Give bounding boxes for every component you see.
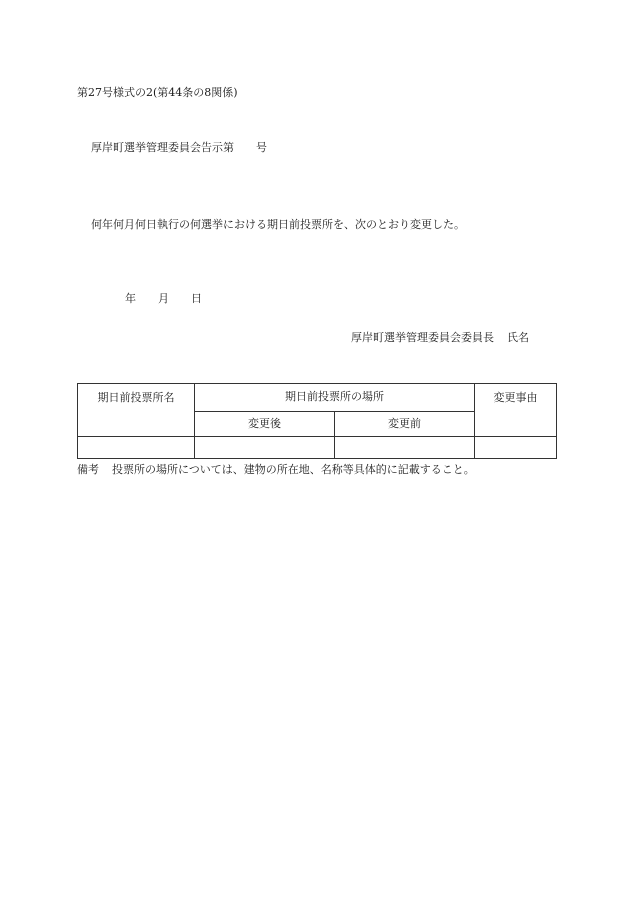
- header-after: 変更後: [195, 411, 335, 436]
- cell-station-name: [78, 437, 195, 459]
- notice-prefix: 厚岸町選挙管理委員会告示第: [91, 141, 234, 154]
- cell-reason: [475, 437, 557, 459]
- header-reason: 変更事由: [475, 384, 557, 437]
- header-location: 期日前投票所の場所: [195, 384, 475, 412]
- header-before: 変更前: [335, 411, 475, 436]
- remarks-label: 備考: [77, 463, 99, 476]
- table-row: [78, 437, 557, 459]
- body-text: 何年何月何日執行の何選挙における期日前投票所を、次のとおり変更した。: [91, 218, 465, 231]
- remarks-text: 投票所の場所については、建物の所在地、名称等具体的に記載すること。: [112, 463, 475, 476]
- form-number: 第27号様式の2(第44条の8関係): [77, 86, 238, 99]
- signatory-name-label: 氏名: [507, 331, 529, 344]
- signatory-title: 厚岸町選挙管理委員会委員長: [351, 331, 494, 344]
- signatory: [351, 331, 529, 345]
- date-day: 日: [191, 292, 202, 305]
- cell-before: [335, 437, 475, 459]
- notice-suffix: 号: [256, 141, 267, 154]
- polling-station-table: [77, 383, 557, 459]
- header-station-name: 期日前投票所名: [78, 384, 195, 437]
- remarks: [77, 463, 475, 477]
- date-year: 年: [125, 292, 136, 305]
- date-month: 月: [158, 292, 169, 305]
- date-line: [125, 292, 202, 306]
- notice-number: [91, 141, 267, 155]
- cell-after: [195, 437, 335, 459]
